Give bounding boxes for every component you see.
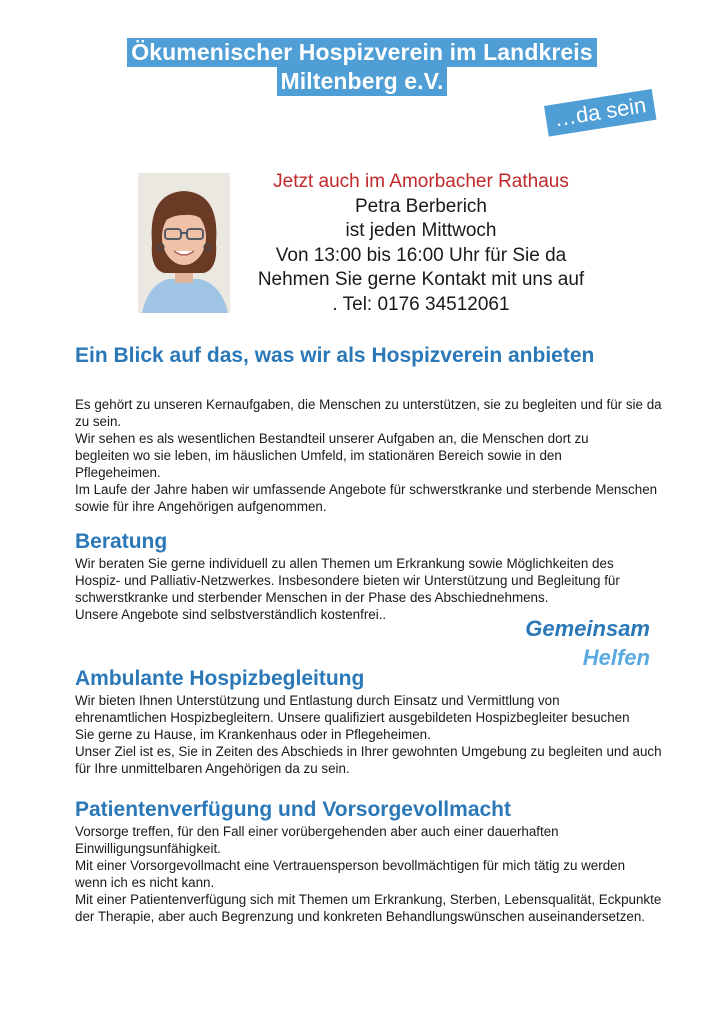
beratung-section: [75, 529, 665, 623]
ambulant-paragraph: Unser Ziel ist es, Sie in Zeiten des Abschieds in Ihrer gewohnten Umgebung zu begleiten und auch für Ihre unmittelbaren Angehörigen da zu sein.: [75, 744, 662, 776]
office-hours-announcement: [235, 170, 607, 317]
slogan: [508, 614, 650, 672]
ambulant-paragraph: Wir bieten Ihnen Unterstützung und Entlastung durch Einsatz und Vermittlung von ehrenamtlichen Hospizbegleitern. Unsere qualifiziert ausgebildeten Hospizbegleiter besuchen Sie gerne zu Hause, im Krankenhaus oder in Pflegeheimen.: [75, 693, 630, 742]
ambulant-heading: Ambulante Hospizbegleitung: [75, 667, 365, 690]
portrait-photo: [138, 173, 230, 313]
intro-paragraph: Es gehört zu unseren Kernaufgaben, die Menschen zu unterstützen, sie zu begleiten und für sie da zu sein.: [75, 397, 662, 429]
intro-paragraph: Wir sehen es als wesentlichen Bestandteil unserer Aufgaben an, die Menschen dort zu begleiten wo sie leben, im häuslichen Umfeld, im stationären Bereich sowie in den Pflegeheimen.: [75, 431, 589, 480]
announcement-phone: . Tel: 0176 34512061: [332, 293, 510, 315]
announcement-contact: Nehmen Sie gerne Kontakt mit uns auf: [257, 269, 585, 290]
announcement-location: Jetzt auch im Amorbacher Rathaus: [273, 171, 569, 192]
beratung-heading: Beratung: [75, 530, 168, 553]
portrait-illustration: [138, 173, 230, 313]
vorsorge-section: [75, 797, 665, 925]
announcement-time: Von 13:00 bis 16:00 Uhr für Sie da: [275, 244, 567, 266]
slogan-line-1: Gemeinsam: [525, 616, 650, 641]
intro-section: [75, 396, 665, 515]
slogan-line-2: Helfen: [582, 645, 650, 670]
vorsorge-paragraph: Mit einer Vorsorgevollmacht eine Vertrauensperson bevollmächtigen für mich tätig zu werden wenn ich es nicht kann.: [75, 858, 626, 890]
vorsorge-paragraph: Vorsorge treffen, für den Fall einer vorübergehenden aber auch einer dauerhaften Einwilligungsunfähigkeit.: [75, 824, 559, 856]
vorsorge-paragraph: Mit einer Patientenverfügung sich mit Themen um Erkrankung, Sterben, Lebensqualität, Eckpunkte der Therapie, aber auch Begrenzung und konkreten Behandlungswünschen auseinandersetzen.: [75, 892, 662, 924]
vorsorge-heading: Patientenverfügung und Vorsorgevollmacht: [75, 798, 511, 821]
title-line-1: Ökumenischer Hospizverein im Landkreis: [127, 38, 596, 67]
beratung-paragraph: Wir beraten Sie gerne individuell zu allen Themen um Erkrankung sowie Möglichkeiten des Hospiz- und Palliativ-Netzwerkes. Insbesondere bieten wir Unterstützung und Begleitung für schwerstkranke und sterbender Menschen in der Phase des Abschiednehmens.: [75, 556, 620, 605]
beratung-paragraph: Unsere Angebote sind selbstverständlich kostenfrei..: [75, 607, 387, 622]
ambulant-section: [75, 666, 665, 777]
tagline-badge: …da sein: [544, 89, 656, 137]
title-line-2: Miltenberg e.V.: [277, 67, 448, 96]
announcement-person: Petra Berberich: [354, 195, 487, 217]
intro-heading: Ein Blick auf das, was wir als Hospizverein anbieten: [75, 344, 595, 367]
flyer-title: [0, 38, 724, 96]
announcement-day: ist jeden Mittwoch: [345, 220, 497, 241]
intro-paragraph: Im Laufe der Jahre haben wir umfassende Angebote für schwerstkranke und sterbende Menschen sowie für ihre Angehörigen aufgenommen.: [75, 482, 658, 514]
